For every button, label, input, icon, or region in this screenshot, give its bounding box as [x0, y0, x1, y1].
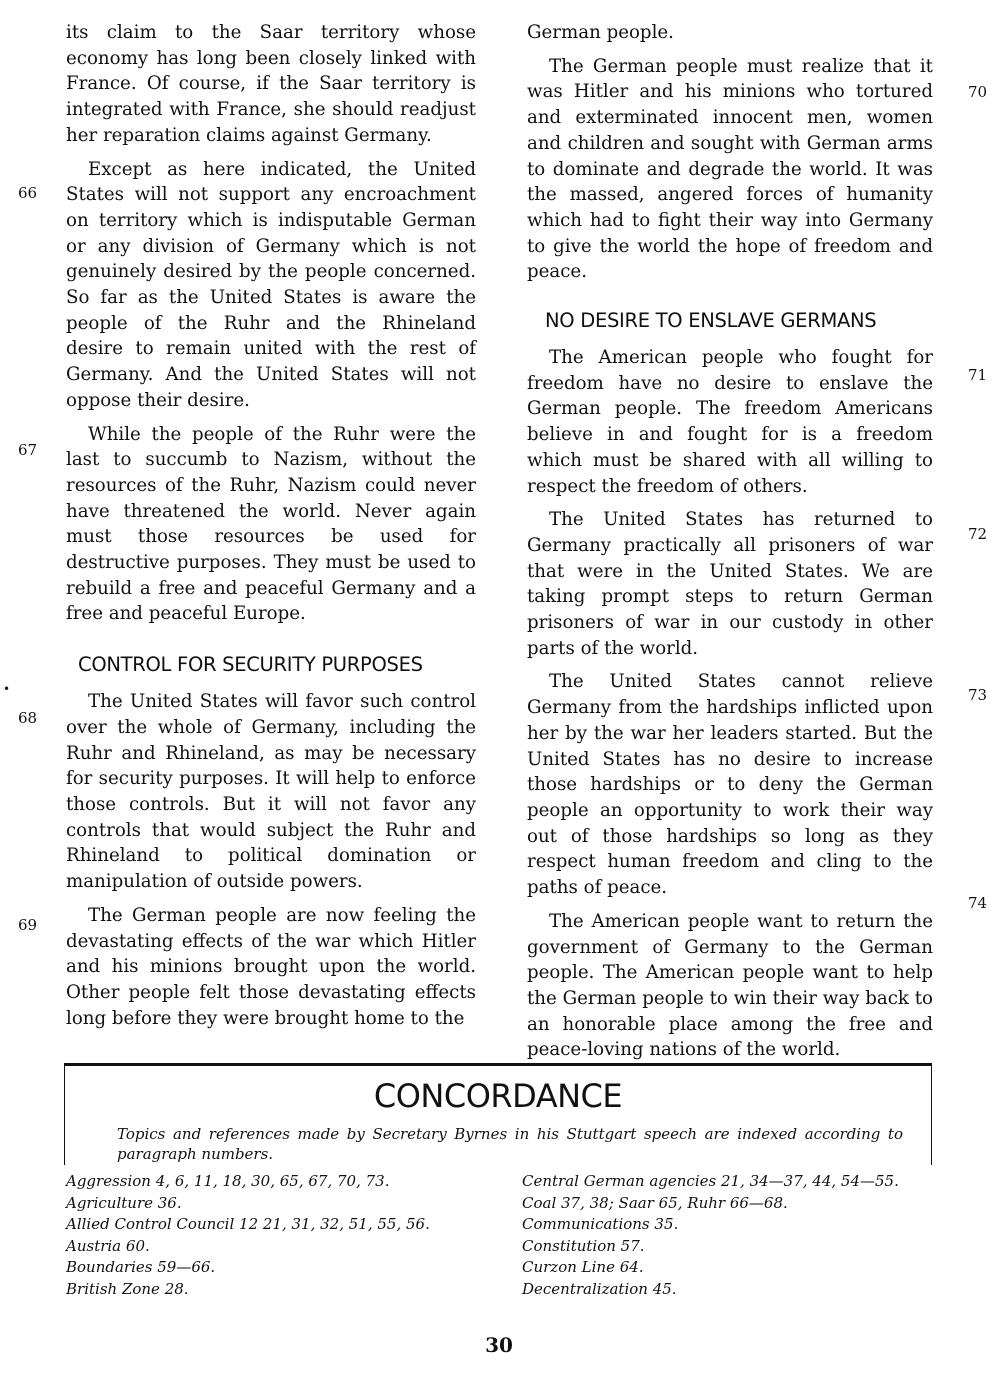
index-entry: Aggression 4, 6, 11, 18, 30, 65, 67, 70, 73. [66, 1172, 390, 1190]
right-paragraph-5: The United States cannot relieve Germany from the hardships inflicted upon her by the war her leaders started. But the United States has no desire to increase those hardships or to deny the German people an opportunity to work their way out of those hardships so long as they respect human freedom and cling to the paths of peace. [527, 671, 933, 899]
page-number: 30 [485, 1333, 513, 1357]
index-entry: Central German agencies 21, 34—37, 44, 54—55. [522, 1172, 899, 1190]
index-entry: British Zone 28. [66, 1279, 189, 1298]
paragraph-number-74: 74 [968, 894, 988, 912]
paragraph-number-69: 69 [18, 916, 38, 934]
left-paragraph-3: While the people of the Ruhr were the last to succumb to Nazism, without the resources of the Ruhr, Nazism could never have threatened the world. Never again must those resources be used for destructive purposes. They must be used to rebuild a free and peaceful Germany and a free and peaceful Europe. [66, 423, 476, 625]
index-entry: Boundaries 59—66. [66, 1258, 216, 1276]
left-paragraph-4: The United States will favor such control over the whole of Germany, including the Ruhr and Rhineland, as may be necessary for security purposes. It will help to enforce those controls. But it will not favor any controls that would subject the Ruhr and Rhineland to political domination or manipulation of outside powers. [66, 691, 476, 893]
index-entry: Agriculture 36. [66, 1193, 182, 1212]
right-paragraph-1: German people. [527, 22, 674, 43]
paragraph-number-66: 66 [18, 184, 38, 202]
right-column [527, 20, 933, 1071]
left-paragraph-2: Except as here indicated, the United States will not support any encroachment on territory which is indisputable German or any division of Germany which is not genuinely desired by the people concerned. So far as the United States is aware the people of the Ruhr and the Rhineland desire to remain united with the rest of Germany. And the United States will not oppose their desire. [66, 158, 476, 411]
left-paragraph-1: its claim to the Saar territory whose economy has long been closely linked with France. Of course, if the Saar territory is integrated with France, she should readjust her reparation claims against Germany. [66, 22, 476, 146]
paragraph-number-68: 68 [18, 709, 38, 727]
paragraph-number-71: 71 [968, 366, 988, 384]
right-paragraph-6: The American people want to return the government of Germany to the German people. The American people want to help the German people to win their way back to an honorable place among the free and peace-loving nations of the world. [527, 910, 933, 1061]
concordance-title: CONCORDANCE [373, 1077, 623, 1115]
index-entry: Austria 60. [66, 1236, 150, 1255]
section-heading-control: CONTROL FOR SECURITY PURPOSES [78, 653, 423, 677]
left-column [66, 20, 476, 1039]
section-heading-no-desire: NO DESIRE TO ENSLAVE GERMANS [545, 309, 877, 333]
paragraph-number-67: 67 [18, 441, 38, 459]
concordance-box [64, 1063, 932, 1165]
concordance-intro: Topics and references made by Secretary Byrnes in his Stuttgart speech are indexed according to paragraph numbers. [117, 1125, 903, 1163]
paragraph-number-72: 72 [968, 525, 988, 543]
index-entry: Coal 37, 38; Saar 65, Ruhr 66—68. [522, 1193, 788, 1212]
right-paragraph-4: The United States has returned to Germany practically all prisoners of war that were in the United States. We are taking prompt steps to return German prisoners of war in our custody in other parts of the world. [527, 509, 933, 659]
paragraph-number-70: 70 [968, 83, 988, 101]
paragraph-number-73: 73 [968, 686, 988, 704]
index-entry: Communications 35. [522, 1215, 679, 1233]
index-entry: Constitution 57. [522, 1236, 645, 1255]
left-paragraph-5: The German people are now feeling the devastating effects of the war which Hitler and his minions brought upon the world. Other people felt those devastating effects long before they were brought home to the [66, 904, 476, 1029]
index-entry: Allied Control Council 12 21, 31, 32, 51, 55, 56. [66, 1215, 430, 1233]
margin-dot: • [3, 682, 11, 696]
index-entry: Curzon Line 64. [522, 1258, 644, 1276]
right-paragraph-2: The German people must realize that it was Hitler and his minions who tortured and exterminated innocent men, women and children and sought with German arms to dominate and degrade the world. It was the massed, angered forces of humanity which had to fight their way into Germany to give the world the hope of freedom and peace. [527, 55, 933, 283]
index-entry: Decentralization 45. [522, 1279, 677, 1298]
index-left-column [66, 1171, 430, 1300]
right-paragraph-3: The American people who fought for freedom have no desire to enslave the German people. The freedom Americans believe in and fought for is a freedom which must be shared with all willing to respect the freedom of others. [527, 347, 933, 497]
index-right-column [522, 1171, 899, 1300]
